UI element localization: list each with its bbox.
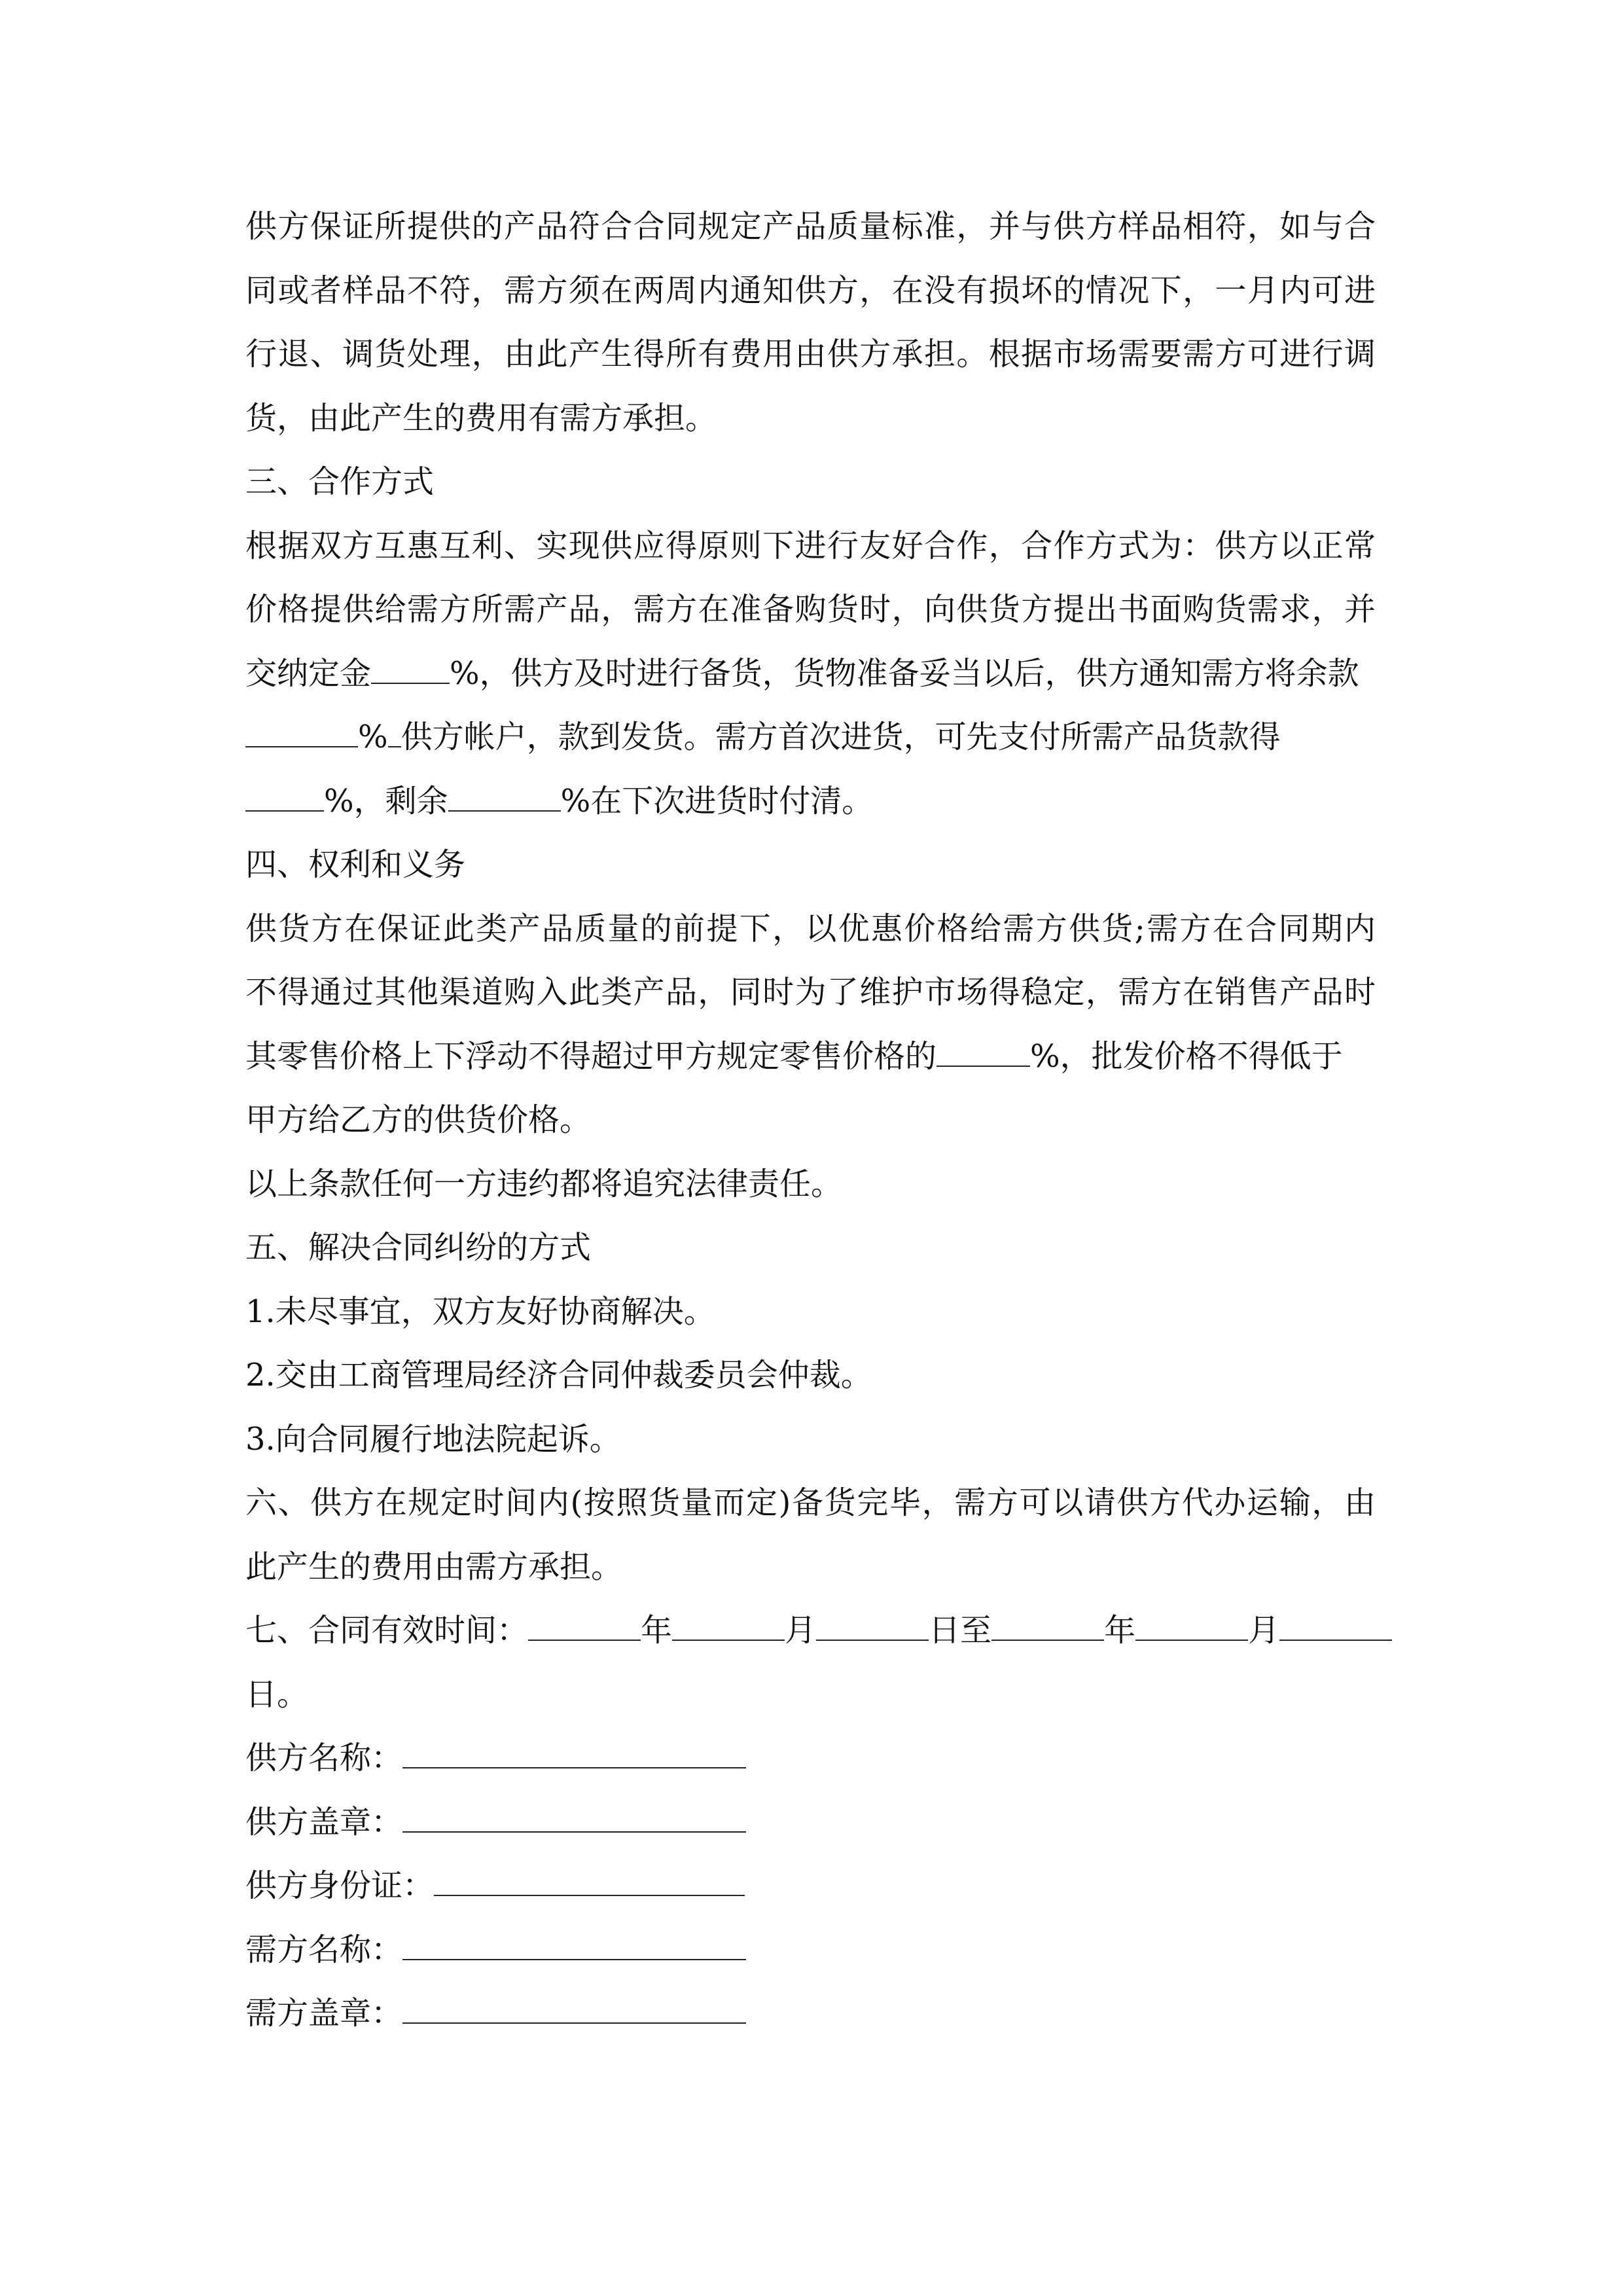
text: 交纳定金 (245, 655, 372, 692)
contract-page (245, 195, 1376, 2046)
text: 其零售价格上下浮动不得超过甲方规定零售价格的 (245, 1037, 937, 1075)
section4-line: 不得通过其他渠道购入此类产品，同时为了维护市场得稳定，需方在销售产品时 (245, 974, 1376, 1011)
supplier-name-row (245, 1727, 1376, 1791)
section3-line (245, 706, 1376, 770)
text: 年 (1104, 1612, 1136, 1649)
text: % (358, 719, 388, 755)
remaining-percent-blank[interactable] (448, 791, 561, 812)
section4-line: 甲方给乙方的供货价格。 (245, 1102, 592, 1138)
small-blank (388, 726, 401, 747)
buyer-seal-row (245, 1982, 1376, 2046)
label: 供方盖章： (245, 1803, 403, 1840)
end-year-blank[interactable] (991, 1620, 1104, 1641)
section6-line: 此产生的费用由需方承担。 (245, 1548, 623, 1585)
section3-line (245, 642, 1376, 706)
label: 供方名称： (245, 1740, 403, 1776)
validity-line-end: 日。 (245, 1676, 309, 1713)
section3-line: 根据双方互惠互利、实现供应得原则下进行友好合作，合作方式为：供方以正常 (245, 527, 1376, 564)
validity-line (245, 1599, 1376, 1663)
list-item: 3.向合同履行地法院起诉。 (245, 1420, 621, 1458)
section4-line (245, 1025, 1376, 1089)
supplier-seal-field[interactable] (402, 1812, 746, 1833)
label: 供方身份证： (245, 1867, 435, 1904)
balance-percent-blank[interactable] (245, 726, 358, 747)
first-payment-percent-blank[interactable] (245, 791, 324, 812)
start-day-blank[interactable] (816, 1620, 929, 1641)
quality-line: 行退、调货处理，由此产生得所有费用由供方承担。根据市场需要需方可进行调 (245, 336, 1376, 372)
supplier-seal-row (245, 1791, 1376, 1855)
list-item: 2.交由工商管理局经济合同仲裁委员会仲裁。 (245, 1357, 872, 1393)
text: 年 (641, 1612, 673, 1649)
text: %，批发价格不得低于 (1030, 1037, 1343, 1075)
section3-line (245, 770, 1376, 834)
label: 需方名称： (245, 1931, 403, 1968)
text: 供方帐户，款到发货。需方首次进货，可先支付所需产品货款得 (401, 719, 1281, 755)
text: 月 (1248, 1612, 1280, 1649)
text: %在下次进货时付清。 (560, 782, 874, 819)
end-day-blank[interactable] (1279, 1620, 1392, 1641)
section5-heading: 五、解决合同纠纷的方式 (245, 1229, 592, 1266)
deposit-percent-blank[interactable] (371, 663, 450, 684)
supplier-id-row (245, 1854, 1376, 1918)
list-item: 1.未尽事宜，双方友好协商解决。 (245, 1293, 715, 1330)
section6-line: 六、供方在规定时间内(按照货量而定)备货完毕，需方可以请供方代办运输，由 (245, 1484, 1376, 1521)
text: %，供方及时进行备货，货物准备妥当以后，供方通知需方将余款 (450, 655, 1359, 692)
text: %，剩余 (324, 782, 448, 819)
buyer-seal-field[interactable] (402, 2003, 746, 2024)
quality-line: 供方保证所提供的产品符合合同规定产品质量标准，并与供方样品相符，如与合 (245, 208, 1376, 245)
section4-line: 供货方在保证此类产品质量的前提下，以优惠价格给需方供货;需方在合同期内 (245, 910, 1376, 947)
section4-line: 以上条款任何一方违约都将追究法律责任。 (245, 1165, 843, 1202)
section3-line: 价格提供给需方所需产品，需方在准备购货时，向供货方提出书面购货需求，并 (245, 591, 1376, 628)
quality-line: 同或者样品不符，需方须在两周内通知供方，在没有损坏的情况下，一月内可进 (245, 272, 1376, 309)
start-month-blank[interactable] (672, 1620, 785, 1641)
supplier-id-field[interactable] (434, 1875, 745, 1896)
text: 日至 (929, 1612, 992, 1649)
text: 月 (785, 1612, 817, 1649)
price-float-percent-blank[interactable] (936, 1046, 1030, 1067)
buyer-name-field[interactable] (402, 1939, 746, 1960)
start-year-blank[interactable] (528, 1620, 641, 1641)
end-month-blank[interactable] (1135, 1620, 1248, 1641)
label: 需方盖章： (245, 1995, 403, 2032)
buyer-name-row (245, 1918, 1376, 1982)
supplier-name-field[interactable] (402, 1748, 746, 1768)
validity-label: 七、合同有效时间： (245, 1612, 529, 1649)
quality-line: 货，由此产生的费用有需方承担。 (245, 399, 717, 437)
section3-heading: 三、合作方式 (245, 463, 435, 500)
section4-heading: 四、权利和义务 (245, 846, 466, 883)
